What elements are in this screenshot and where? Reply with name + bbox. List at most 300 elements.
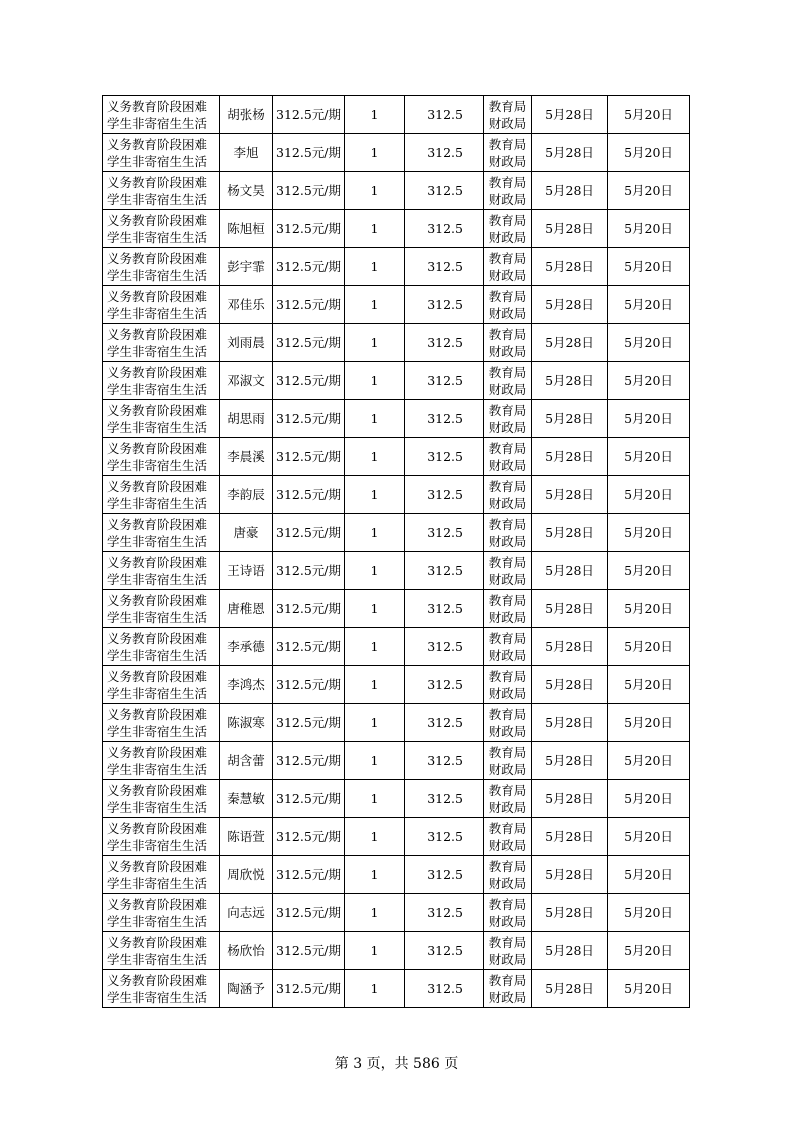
date-1-cell: 5月28日	[532, 400, 608, 438]
count-cell: 1	[345, 286, 405, 324]
department-line1: 教育局	[488, 782, 527, 798]
subsidy-item-cell	[103, 970, 220, 1008]
date-1-cell: 5月28日	[532, 96, 608, 134]
subsidy-item-line2: 学生非寄宿生生活	[107, 533, 208, 549]
department-line2: 财政局	[488, 305, 527, 321]
table-row	[103, 362, 690, 400]
department-cell	[484, 628, 532, 666]
student-name-cell: 王诗语	[220, 552, 273, 590]
table-row	[103, 476, 690, 514]
date-2-cell: 5月20日	[608, 894, 690, 932]
department-line1: 教育局	[488, 858, 527, 874]
table-row	[103, 134, 690, 172]
table-row	[103, 818, 690, 856]
subsidy-item-line1: 义务教育阶段困难	[107, 250, 208, 266]
department-cell	[484, 856, 532, 894]
subsidy-item-line1: 义务教育阶段困难	[107, 326, 208, 342]
subsidy-item-line2: 学生非寄宿生生活	[107, 419, 208, 435]
department-line1: 教育局	[488, 364, 527, 380]
date-1-cell: 5月28日	[532, 590, 608, 628]
amount-cell: 312.5	[405, 172, 484, 210]
student-name-cell: 邓淑文	[220, 362, 273, 400]
subsidy-item-cell	[103, 248, 220, 286]
table-row	[103, 324, 690, 362]
subsidy-item-line2: 学生非寄宿生生活	[107, 913, 208, 929]
department-line2: 财政局	[488, 761, 527, 777]
amount-cell: 312.5	[405, 590, 484, 628]
table-row	[103, 96, 690, 134]
subsidy-item-cell	[103, 552, 220, 590]
date-2-cell: 5月20日	[608, 248, 690, 286]
count-cell: 1	[345, 590, 405, 628]
department-line2: 财政局	[488, 191, 527, 207]
table-row	[103, 894, 690, 932]
standard-cell: 312.5元/期	[273, 134, 345, 172]
date-2-cell: 5月20日	[608, 742, 690, 780]
subsidy-item-line2: 学生非寄宿生生活	[107, 115, 208, 131]
department-line1: 教育局	[488, 288, 527, 304]
page-number-footer: 第 3 页，共 586 页	[334, 1056, 459, 1072]
subsidy-item-line2: 学生非寄宿生生活	[107, 343, 208, 359]
subsidy-item-cell	[103, 172, 220, 210]
date-2-cell: 5月20日	[608, 704, 690, 742]
subsidy-item-cell	[103, 818, 220, 856]
student-name-cell: 陈旭桓	[220, 210, 273, 248]
date-1-cell: 5月28日	[532, 324, 608, 362]
date-2-cell: 5月20日	[608, 932, 690, 970]
subsidy-item-cell	[103, 210, 220, 248]
standard-cell: 312.5元/期	[273, 324, 345, 362]
department-line2: 财政局	[488, 837, 527, 853]
table-row	[103, 628, 690, 666]
department-line2: 财政局	[488, 875, 527, 891]
table-row	[103, 210, 690, 248]
table-row	[103, 438, 690, 476]
table-row	[103, 172, 690, 210]
date-2-cell: 5月20日	[608, 476, 690, 514]
department-line2: 财政局	[488, 267, 527, 283]
student-name-cell: 邓佳乐	[220, 286, 273, 324]
subsidy-item-cell	[103, 476, 220, 514]
table-row	[103, 932, 690, 970]
subsidy-item-line2: 学生非寄宿生生活	[107, 153, 208, 169]
table-row	[103, 704, 690, 742]
student-name-cell: 向志远	[220, 894, 273, 932]
standard-cell: 312.5元/期	[273, 172, 345, 210]
student-name-cell: 胡思雨	[220, 400, 273, 438]
count-cell: 1	[345, 970, 405, 1008]
subsidy-item-cell	[103, 894, 220, 932]
subsidy-item-line1: 义务教育阶段困难	[107, 668, 208, 684]
student-name-cell: 杨文昊	[220, 172, 273, 210]
date-1-cell: 5月28日	[532, 628, 608, 666]
department-cell	[484, 514, 532, 552]
subsidy-item-line1: 义务教育阶段困难	[107, 858, 208, 874]
count-cell: 1	[345, 628, 405, 666]
date-1-cell: 5月28日	[532, 666, 608, 704]
student-name-cell: 胡张杨	[220, 96, 273, 134]
subsidy-item-cell	[103, 742, 220, 780]
standard-cell: 312.5元/期	[273, 818, 345, 856]
amount-cell: 312.5	[405, 970, 484, 1008]
department-cell	[484, 780, 532, 818]
subsidy-item-cell	[103, 286, 220, 324]
department-line1: 教育局	[488, 98, 527, 114]
subsidy-item-line1: 义务教育阶段困难	[107, 288, 208, 304]
table-row	[103, 666, 690, 704]
department-line2: 财政局	[488, 457, 527, 473]
subsidy-item-line1: 义务教育阶段困难	[107, 706, 208, 722]
subsidy-item-line1: 义务教育阶段困难	[107, 174, 208, 190]
standard-cell: 312.5元/期	[273, 970, 345, 1008]
department-cell	[484, 476, 532, 514]
subsidy-item-line1: 义务教育阶段困难	[107, 554, 208, 570]
standard-cell: 312.5元/期	[273, 856, 345, 894]
date-2-cell: 5月20日	[608, 172, 690, 210]
department-line1: 教育局	[488, 668, 527, 684]
amount-cell: 312.5	[405, 400, 484, 438]
department-cell	[484, 362, 532, 400]
department-cell	[484, 970, 532, 1008]
subsidy-item-cell	[103, 400, 220, 438]
department-line2: 财政局	[488, 419, 527, 435]
standard-cell: 312.5元/期	[273, 932, 345, 970]
date-2-cell: 5月20日	[608, 324, 690, 362]
subsidy-item-line2: 学生非寄宿生生活	[107, 799, 208, 815]
date-1-cell: 5月28日	[532, 248, 608, 286]
date-2-cell: 5月20日	[608, 96, 690, 134]
student-name-cell: 李韵辰	[220, 476, 273, 514]
standard-cell: 312.5元/期	[273, 552, 345, 590]
standard-cell: 312.5元/期	[273, 400, 345, 438]
department-line1: 教育局	[488, 250, 527, 266]
subsidy-item-cell	[103, 932, 220, 970]
subsidy-item-line2: 学生非寄宿生生活	[107, 381, 208, 397]
date-1-cell: 5月28日	[532, 894, 608, 932]
department-line2: 财政局	[488, 343, 527, 359]
department-cell	[484, 704, 532, 742]
subsidy-item-cell	[103, 96, 220, 134]
department-cell	[484, 96, 532, 134]
amount-cell: 312.5	[405, 476, 484, 514]
count-cell: 1	[345, 324, 405, 362]
date-1-cell: 5月28日	[532, 856, 608, 894]
student-name-cell: 周欣悦	[220, 856, 273, 894]
department-line1: 教育局	[488, 820, 527, 836]
amount-cell: 312.5	[405, 552, 484, 590]
subsidy-item-cell	[103, 514, 220, 552]
table-row	[103, 286, 690, 324]
department-line1: 教育局	[488, 212, 527, 228]
student-name-cell: 陶涵予	[220, 970, 273, 1008]
department-cell	[484, 134, 532, 172]
date-1-cell: 5月28日	[532, 362, 608, 400]
count-cell: 1	[345, 856, 405, 894]
department-line2: 财政局	[488, 381, 527, 397]
student-name-cell: 秦慧敏	[220, 780, 273, 818]
date-1-cell: 5月28日	[532, 780, 608, 818]
subsidy-item-line2: 学生非寄宿生生活	[107, 647, 208, 663]
date-2-cell: 5月20日	[608, 590, 690, 628]
date-2-cell: 5月20日	[608, 362, 690, 400]
standard-cell: 312.5元/期	[273, 248, 345, 286]
subsidy-item-line1: 义务教育阶段困难	[107, 440, 208, 456]
student-name-cell: 唐稚恩	[220, 590, 273, 628]
subsidy-item-line1: 义务教育阶段困难	[107, 782, 208, 798]
student-name-cell: 杨欣怡	[220, 932, 273, 970]
department-cell	[484, 932, 532, 970]
standard-cell: 312.5元/期	[273, 628, 345, 666]
department-line1: 教育局	[488, 706, 527, 722]
count-cell: 1	[345, 96, 405, 134]
standard-cell: 312.5元/期	[273, 476, 345, 514]
count-cell: 1	[345, 552, 405, 590]
student-name-cell: 李旭	[220, 134, 273, 172]
department-line2: 财政局	[488, 723, 527, 739]
subsidy-item-cell	[103, 134, 220, 172]
date-2-cell: 5月20日	[608, 134, 690, 172]
subsidy-item-line1: 义务教育阶段困难	[107, 98, 208, 114]
date-2-cell: 5月20日	[608, 210, 690, 248]
amount-cell: 312.5	[405, 742, 484, 780]
department-line2: 财政局	[488, 951, 527, 967]
department-cell	[484, 210, 532, 248]
amount-cell: 312.5	[405, 666, 484, 704]
amount-cell: 312.5	[405, 818, 484, 856]
department-line1: 教育局	[488, 554, 527, 570]
subsidy-item-cell	[103, 856, 220, 894]
subsidy-item-cell	[103, 324, 220, 362]
date-1-cell: 5月28日	[532, 932, 608, 970]
department-cell	[484, 286, 532, 324]
subsidy-item-cell	[103, 590, 220, 628]
amount-cell: 312.5	[405, 704, 484, 742]
amount-cell: 312.5	[405, 324, 484, 362]
student-name-cell: 李鸿杰	[220, 666, 273, 704]
date-2-cell: 5月20日	[608, 628, 690, 666]
table-row	[103, 970, 690, 1008]
amount-cell: 312.5	[405, 362, 484, 400]
date-1-cell: 5月28日	[532, 704, 608, 742]
amount-cell: 312.5	[405, 514, 484, 552]
student-name-cell: 唐豪	[220, 514, 273, 552]
subsidy-item-line2: 学生非寄宿生生活	[107, 229, 208, 245]
subsidy-item-line2: 学生非寄宿生生活	[107, 267, 208, 283]
department-line1: 教育局	[488, 440, 527, 456]
department-line2: 财政局	[488, 229, 527, 245]
date-1-cell: 5月28日	[532, 818, 608, 856]
count-cell: 1	[345, 514, 405, 552]
date-2-cell: 5月20日	[608, 552, 690, 590]
date-1-cell: 5月28日	[532, 970, 608, 1008]
department-line2: 财政局	[488, 115, 527, 131]
date-1-cell: 5月28日	[532, 172, 608, 210]
department-line1: 教育局	[488, 326, 527, 342]
table-row	[103, 742, 690, 780]
subsidy-item-cell	[103, 704, 220, 742]
standard-cell: 312.5元/期	[273, 210, 345, 248]
subsidy-table	[102, 95, 690, 1008]
subsidy-item-cell	[103, 438, 220, 476]
count-cell: 1	[345, 704, 405, 742]
date-1-cell: 5月28日	[532, 210, 608, 248]
amount-cell: 312.5	[405, 134, 484, 172]
amount-cell: 312.5	[405, 780, 484, 818]
count-cell: 1	[345, 172, 405, 210]
department-cell	[484, 324, 532, 362]
subsidy-item-line2: 学生非寄宿生生活	[107, 457, 208, 473]
table-row	[103, 780, 690, 818]
department-line2: 财政局	[488, 609, 527, 625]
subsidy-item-line2: 学生非寄宿生生活	[107, 951, 208, 967]
count-cell: 1	[345, 438, 405, 476]
table-row	[103, 552, 690, 590]
date-2-cell: 5月20日	[608, 818, 690, 856]
table-row	[103, 400, 690, 438]
department-cell	[484, 172, 532, 210]
subsidy-item-cell	[103, 666, 220, 704]
amount-cell: 312.5	[405, 248, 484, 286]
student-name-cell: 刘雨晨	[220, 324, 273, 362]
student-name-cell: 陈淑寒	[220, 704, 273, 742]
department-cell	[484, 438, 532, 476]
date-2-cell: 5月20日	[608, 514, 690, 552]
department-cell	[484, 552, 532, 590]
department-line2: 财政局	[488, 571, 527, 587]
date-1-cell: 5月28日	[532, 742, 608, 780]
subsidy-item-cell	[103, 362, 220, 400]
student-name-cell: 李晨溪	[220, 438, 273, 476]
subsidy-item-line1: 义务教育阶段困难	[107, 212, 208, 228]
department-cell	[484, 894, 532, 932]
department-cell	[484, 400, 532, 438]
subsidy-item-line2: 学生非寄宿生生活	[107, 989, 208, 1005]
department-cell	[484, 818, 532, 856]
count-cell: 1	[345, 134, 405, 172]
department-line2: 财政局	[488, 989, 527, 1005]
subsidy-item-line1: 义务教育阶段困难	[107, 972, 208, 988]
subsidy-item-line2: 学生非寄宿生生活	[107, 495, 208, 511]
department-line2: 财政局	[488, 495, 527, 511]
standard-cell: 312.5元/期	[273, 514, 345, 552]
count-cell: 1	[345, 894, 405, 932]
subsidy-item-line1: 义务教育阶段困难	[107, 364, 208, 380]
count-cell: 1	[345, 818, 405, 856]
count-cell: 1	[345, 362, 405, 400]
department-line1: 教育局	[488, 516, 527, 532]
subsidy-item-line2: 学生非寄宿生生活	[107, 609, 208, 625]
department-line1: 教育局	[488, 630, 527, 646]
student-name-cell: 彭宇霏	[220, 248, 273, 286]
table-row	[103, 590, 690, 628]
amount-cell: 312.5	[405, 856, 484, 894]
subsidy-item-line2: 学生非寄宿生生活	[107, 837, 208, 853]
count-cell: 1	[345, 476, 405, 514]
subsidy-item-line2: 学生非寄宿生生活	[107, 191, 208, 207]
date-1-cell: 5月28日	[532, 438, 608, 476]
subsidy-item-line2: 学生非寄宿生生活	[107, 685, 208, 701]
standard-cell: 312.5元/期	[273, 438, 345, 476]
subsidy-item-cell	[103, 628, 220, 666]
subsidy-item-line1: 义务教育阶段困难	[107, 630, 208, 646]
date-2-cell: 5月20日	[608, 970, 690, 1008]
department-line1: 教育局	[488, 744, 527, 760]
department-line1: 教育局	[488, 136, 527, 152]
count-cell: 1	[345, 248, 405, 286]
amount-cell: 312.5	[405, 286, 484, 324]
count-cell: 1	[345, 780, 405, 818]
table-row	[103, 514, 690, 552]
standard-cell: 312.5元/期	[273, 704, 345, 742]
count-cell: 1	[345, 210, 405, 248]
department-line1: 教育局	[488, 402, 527, 418]
standard-cell: 312.5元/期	[273, 742, 345, 780]
subsidy-item-line1: 义务教育阶段困难	[107, 934, 208, 950]
date-1-cell: 5月28日	[532, 514, 608, 552]
subsidy-item-line2: 学生非寄宿生生活	[107, 875, 208, 891]
standard-cell: 312.5元/期	[273, 362, 345, 400]
department-line1: 教育局	[488, 972, 527, 988]
department-line1: 教育局	[488, 896, 527, 912]
student-name-cell: 李承德	[220, 628, 273, 666]
subsidy-item-line2: 学生非寄宿生生活	[107, 761, 208, 777]
date-1-cell: 5月28日	[532, 476, 608, 514]
department-line2: 财政局	[488, 647, 527, 663]
department-line2: 财政局	[488, 799, 527, 815]
standard-cell: 312.5元/期	[273, 780, 345, 818]
department-line2: 财政局	[488, 685, 527, 701]
student-name-cell: 胡含蕾	[220, 742, 273, 780]
table-row	[103, 856, 690, 894]
count-cell: 1	[345, 400, 405, 438]
date-2-cell: 5月20日	[608, 856, 690, 894]
subsidy-item-line2: 学生非寄宿生生活	[107, 571, 208, 587]
department-cell	[484, 666, 532, 704]
date-2-cell: 5月20日	[608, 400, 690, 438]
department-cell	[484, 742, 532, 780]
standard-cell: 312.5元/期	[273, 96, 345, 134]
subsidy-item-line1: 义务教育阶段困难	[107, 516, 208, 532]
date-1-cell: 5月28日	[532, 134, 608, 172]
amount-cell: 312.5	[405, 438, 484, 476]
subsidy-item-line2: 学生非寄宿生生活	[107, 723, 208, 739]
subsidy-item-line1: 义务教育阶段困难	[107, 744, 208, 760]
subsidy-item-line1: 义务教育阶段困难	[107, 820, 208, 836]
amount-cell: 312.5	[405, 628, 484, 666]
count-cell: 1	[345, 666, 405, 704]
department-line1: 教育局	[488, 934, 527, 950]
date-1-cell: 5月28日	[532, 552, 608, 590]
date-2-cell: 5月20日	[608, 780, 690, 818]
subsidy-item-line1: 义务教育阶段困难	[107, 136, 208, 152]
amount-cell: 312.5	[405, 210, 484, 248]
amount-cell: 312.5	[405, 932, 484, 970]
department-line1: 教育局	[488, 478, 527, 494]
student-name-cell: 陈语萱	[220, 818, 273, 856]
department-line2: 财政局	[488, 533, 527, 549]
department-line2: 财政局	[488, 913, 527, 929]
department-cell	[484, 248, 532, 286]
date-1-cell: 5月28日	[532, 286, 608, 324]
subsidy-item-line1: 义务教育阶段困难	[107, 478, 208, 494]
amount-cell: 312.5	[405, 894, 484, 932]
department-line2: 财政局	[488, 153, 527, 169]
standard-cell: 312.5元/期	[273, 894, 345, 932]
date-2-cell: 5月20日	[608, 666, 690, 704]
subsidy-item-line1: 义务教育阶段困难	[107, 896, 208, 912]
subsidy-item-line2: 学生非寄宿生生活	[107, 305, 208, 321]
subsidy-item-cell	[103, 780, 220, 818]
